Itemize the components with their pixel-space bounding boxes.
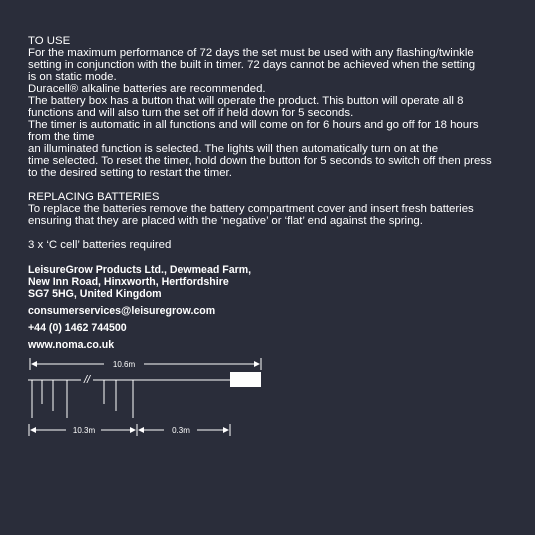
to-use-line: from the time: [28, 131, 95, 143]
to-use-line: The battery box has a button that will operate the product. This button will operate all 8: [28, 95, 464, 107]
to-use-line: an illuminated function is selected. The lights will then automatically turn on at the: [28, 143, 439, 155]
arrow-left-icon: [31, 361, 37, 367]
phone-text: +44 (0) 1462 744500: [28, 322, 127, 334]
arrow-left-icon: [138, 427, 144, 433]
replacing-line: ensuring that they are placed with the ‘negative’ or ‘flat’ end against the spring.: [28, 215, 423, 227]
to-use-line: setting in conjunction with the built in timer. 72 days cannot be achieved when the setting: [28, 59, 476, 71]
to-use-line: For the maximum performance of 72 days the set must be used with any flashing/twinkle: [28, 47, 474, 59]
arrow-right-icon: [130, 427, 136, 433]
address-line: SG7 5HG, United Kingdom: [28, 288, 162, 300]
website-text: www.noma.co.uk: [28, 339, 115, 351]
address-line: New Inn Road, Hinxworth, Hertfordshire: [28, 276, 229, 288]
to-use-line: time selected. To reset the timer, hold down the button for 5 seconds to switch off then press: [28, 155, 492, 167]
email-text: consumerservices@leisuregrow.com: [28, 305, 216, 317]
batteries-required: 3 x ‘C cell’ batteries required: [28, 239, 172, 251]
to-use-line: The timer is automatic in all functions and will come on for 6 hours and go off for 18 hours: [28, 119, 479, 131]
address-line: LeisureGrow Products Ltd., Dewmead Farm,: [28, 264, 252, 276]
battery-box: [230, 372, 261, 387]
replacing-line: To replace the batteries remove the battery compartment cover and insert fresh batteries: [28, 203, 474, 215]
to-use-heading: TO USE: [28, 35, 71, 47]
to-use-line: Duracell® alkaline batteries are recommended.: [28, 83, 266, 95]
arrow-left-icon: [30, 427, 36, 433]
break-mark: //: [83, 374, 91, 386]
total-length-label: 10.6m: [112, 360, 136, 369]
to-use-line: to the desired setting to restart the timer.: [28, 167, 232, 179]
arrow-right-icon: [254, 361, 260, 367]
to-use-line: functions and will also turn the set off if held down for 5 seconds.: [28, 107, 354, 119]
lit-length-label: 10.3m: [72, 426, 96, 435]
replacing-heading: REPLACING BATTERIES: [28, 191, 160, 203]
to-use-line: is on static mode.: [28, 71, 117, 83]
lead-length-label: 0.3m: [172, 426, 190, 435]
arrow-right-icon: [223, 427, 229, 433]
